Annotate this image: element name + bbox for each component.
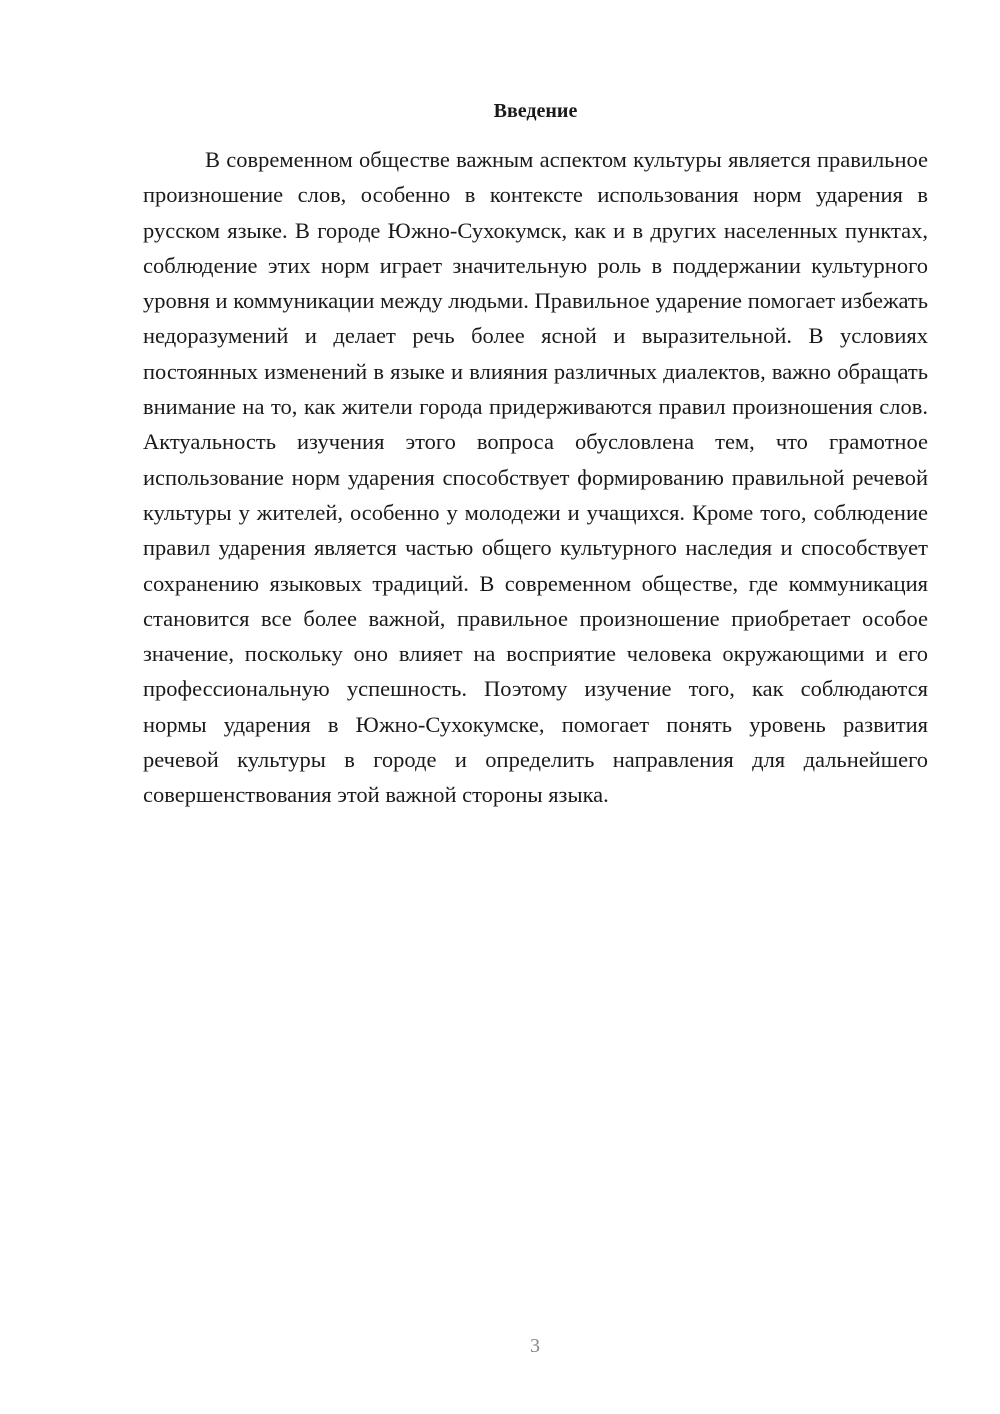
section-heading: Введение xyxy=(493,100,578,122)
body-paragraph: В современном обществе важным аспектом культуры является правильное произношение слов, особенно в контексте использования норм ударения в русском языке. В городе Южно-Сухокумск, как и в других населенных пунктах, соблюдение этих норм играет значительную роль в поддержании культурного уровня и коммуникации между людьми. Правильное ударение помогает избежать недоразумений и делает речь более ясной и выразительной. В условиях постоянных изменений в языке и влияния различных диалектов, важно обращать внимание на то, как жители города придерживаются правил произношения слов. Актуальность изучения этого вопроса обусловлена тем, что грамотное использование норм ударения способствует формированию правильной речевой культуры у жителей, особенно у молодежи и учащихся. Кроме того, соблюдение правил ударения является частью общего культурного наследия и способствует сохранению языковых традиций. В современном обществе, где коммуникация становится все более важной, правильное произношение приобретает особое значение, поскольку оно влияет на восприятие человека окружающими и его профессиональную успешность. Поэтому изучение того, как соблюдаются нормы ударения в Южно-Сухокумске, помогает понять уровень развития речевой культуры в городе и определить направления для дальнейшего совершенствования этой важной стороны языка. xyxy=(143,147,928,808)
page-number: 3 xyxy=(530,1335,540,1357)
